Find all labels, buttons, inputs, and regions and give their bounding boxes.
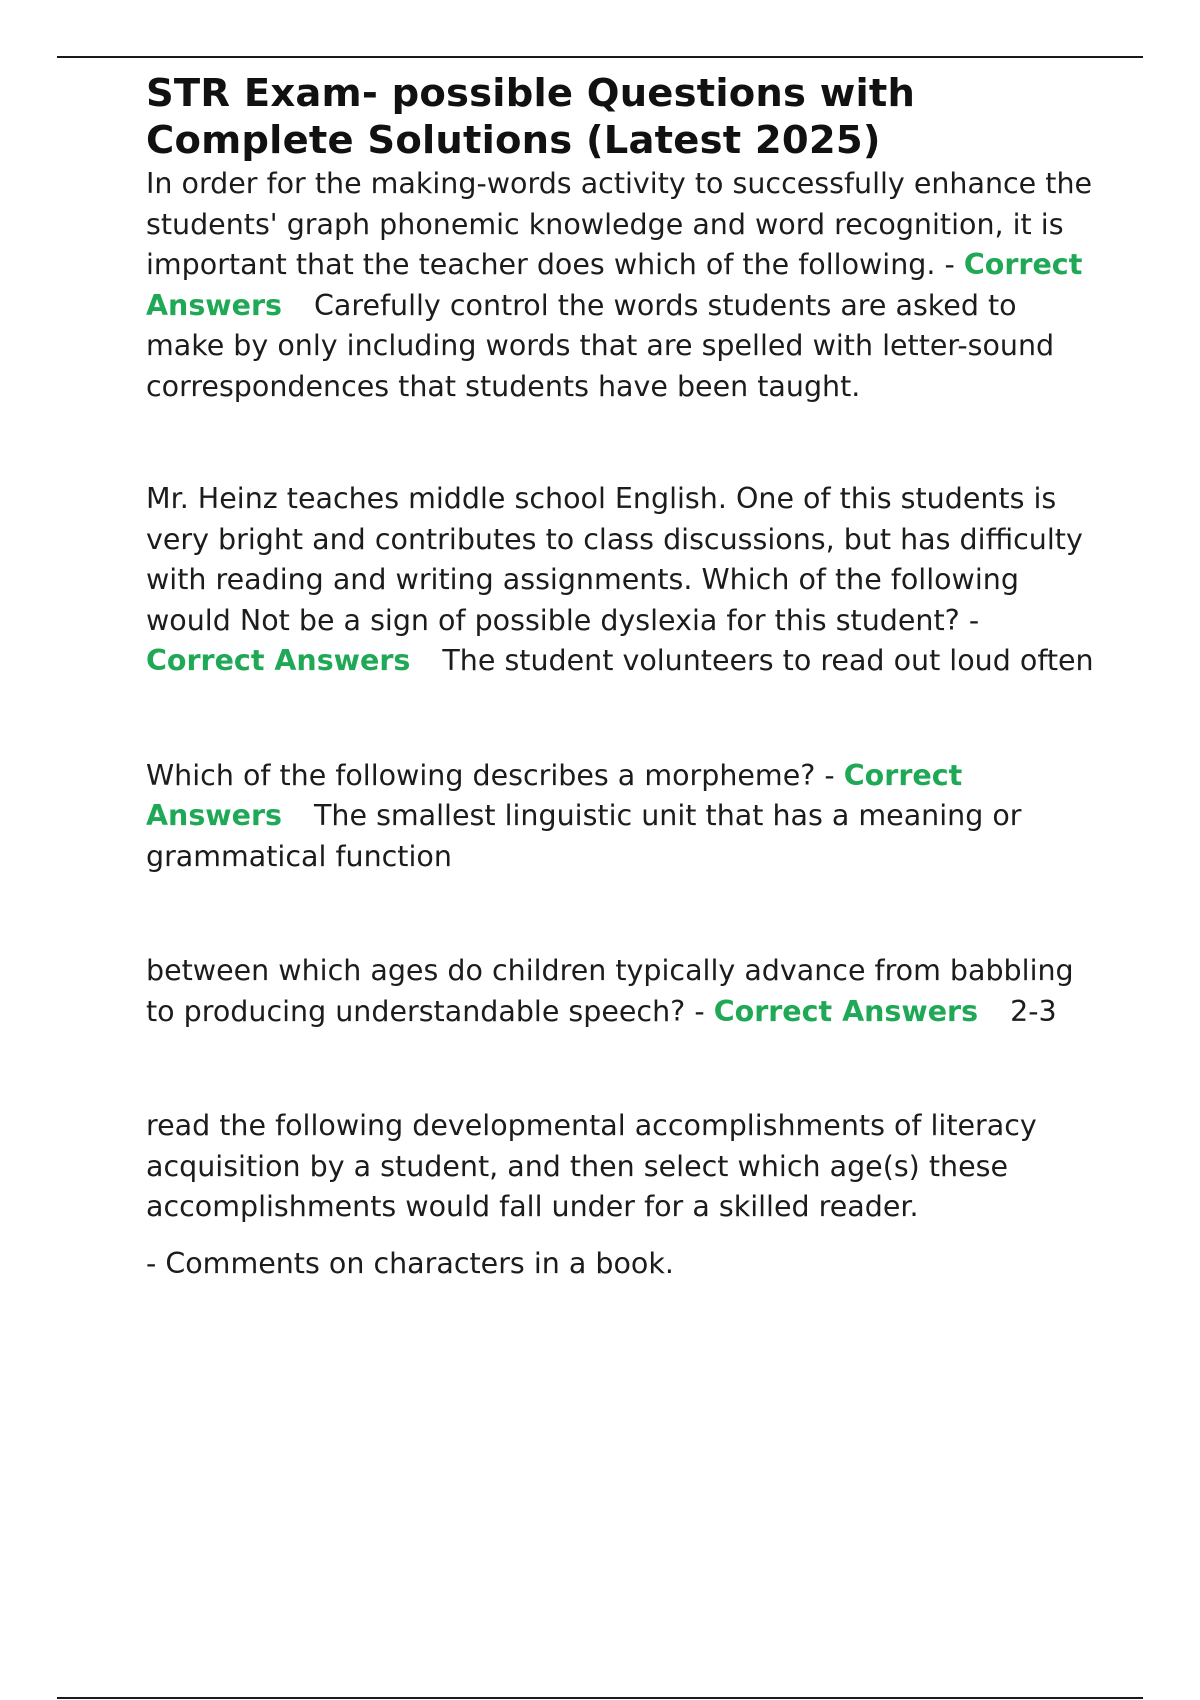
question-text: Mr. Heinz teaches middle school English. One of this students is very bright and contributes to class discussions, but has difficulty with reading and writing assignments. Which of the following would Not be a sign of possible dyslexia for this student? - xyxy=(146,482,1083,637)
answer-text: Carefully control the words students are asked to make by only including words that are spelled with letter-sound correspondences that students have been taught. xyxy=(146,288,1055,403)
correct-answers-label: Correct Answers xyxy=(146,644,411,677)
qa-item-5 xyxy=(146,1106,1096,1228)
correct-answers-label: Correct Answers xyxy=(146,758,963,832)
answer-text: The smallest linguistic unit that has a meaning or grammatical function xyxy=(146,799,1022,873)
question-text: read the following developmental accomplishments of literacy acquisition by a student, and then select which age(s) these accomplishments would fall under for a skilled reader. xyxy=(146,1109,1037,1223)
qa-item-3 xyxy=(146,756,1096,878)
qa-item-2 xyxy=(146,479,1096,682)
question-text: Which of the following describes a morpheme? - xyxy=(146,758,844,792)
qa-item-4 xyxy=(146,951,1096,1032)
qa-sub-item: - Comments on characters in a book. xyxy=(146,1246,674,1280)
document-body xyxy=(146,70,1096,1284)
document-title: STR Exam- possible Questions with Complete Solutions (Latest 2025) xyxy=(146,71,916,163)
question-text: between which ages do children typically advance from babbling to producing understandable speech? - xyxy=(146,954,1074,1028)
question-text: In order for the making-words activity to successfully enhance the students' graph phonemic knowledge and word recognition, it is important that the teacher does which of the following. - xyxy=(146,167,1093,281)
answer-text: 2-3 xyxy=(1010,994,1057,1028)
qa-item-1 xyxy=(146,164,1096,407)
correct-answers-label: Correct Answers xyxy=(146,248,1083,322)
correct-answers-label: Correct Answers xyxy=(713,994,979,1028)
bottom-rule xyxy=(57,1697,1143,1699)
answer-text: The student volunteers to read out loud often xyxy=(442,644,1094,677)
top-rule xyxy=(57,56,1143,58)
